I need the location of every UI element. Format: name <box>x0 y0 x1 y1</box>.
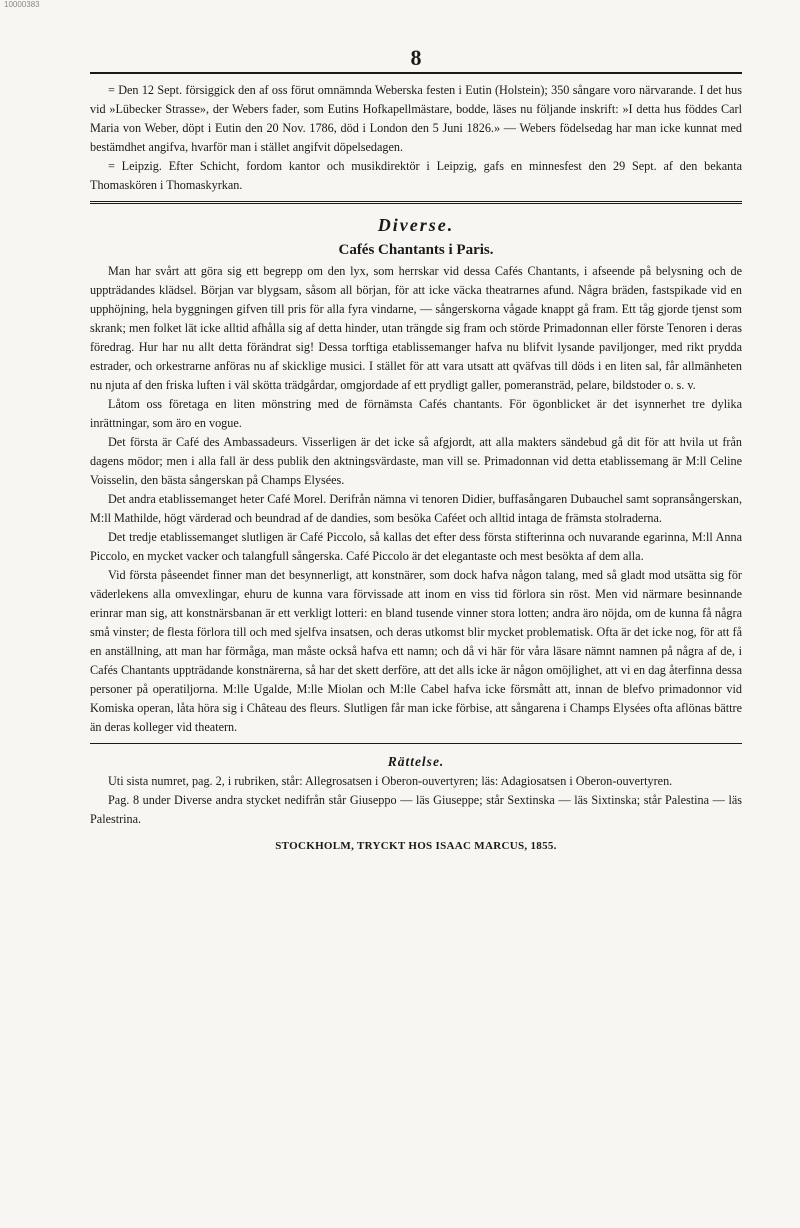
notice-text: Leipzig. Efter Schicht, fordom kantor och musikdirektör i Leipzig, gafs en minnesfest den 29 Sept. af den bekanta Thomaskören i Thomaskyrkan. <box>90 159 742 192</box>
article-paragraph: Man har svårt att göra sig ett begrepp om den lyx, som herrskar vid dessa Cafés Chantants, i afseende på belysning och de uppträdandes klädsel. Början var blygsam, såsom all början, för att icke väcka theatrarnes afund. Några bräden, fastspikade vid en upphöjning, hela byggningen gifven till pris för alla fyra vindarne, — sångerskorna vågade knappt gå fram. Ett tåg gjorde tjenst som skrank; men folket lät icke alltid afhålla sig af detta hinder, utan trängde sig fram och störde Primadonnan eller förste Tenoren i deras föredrag. Hur har nu allt detta förändrat sig! Dessa torftiga etablissemanger hafva nu blifvit lysande paviljonger, med rikt prydda estrader, och orkestrarne anföras nu af skicklige musici. I stället för att vara utsatt att qväfvas till döds i en liten sal, får allmänheten nu njuta af den friska luften i väl skötta trädgårdar, omgjordade af ett prydligt galler, pomeransträd, pelare, bildstoder o. s. v. <box>90 264 742 392</box>
notice-marker: = <box>108 83 115 97</box>
article-paragraph: Det tredje etablissemanget slutligen är Café Piccolo, så kallas det efter dess första stifterinna och nuvarande egarinna, M:ll Anna Piccolo, en mycket vacker och talangfull sångerska. Café Piccolo är det elegantaste och mest besökta af dem alla. <box>90 530 742 563</box>
article-paragraph: Det andra etablissemanget heter Café Morel. Derifrån nämna vi tenoren Didier, buffasångaren Dubauchel samt sopransångerskan, M:ll Mathilde, högt värderad och beundrad af de dandies, som besöka Caféet och alltid intaga de främsta stolraderna. <box>90 492 742 525</box>
article-paragraph: Det första är Café des Ambassadeurs. Visserligen är det icke så afgjordt, att alla makters sändebud gå dit för att hvila ut från dagens mödor; men i alla fall är dess publik den aktningsvärdaste, man vill se. Primadonnan vid detta etablissemang är M:ll Celine Voisselin, den bästa sångerskan på Champs Elysées. <box>90 435 742 487</box>
article-paragraph: Vid första påseendet finner man det besynnerligt, att konstnärer, som dock hafva någon talang, med så gladt mod utsätta sig för väderlekens alla omvexlingar, ehuru de kunna vara förvissade att inom en viss tid förlora sin röst. Men vid närmare besinnande erinrar man sig, att konstnärsbanan är ett verkligt lotteri: en bland tusende vinner stora lotten; andra äro nöjda, om de kunna få några små vinster; de flesta förlora till och med sjelfva insatsen, och deras utkomst blir mycket problematisk. Ofta är det icke nog, för att få en anställning, att man har förmåga, man måste också hafva ett namn; och då vi här för våra läsare nämnt namnen på några af de, i Cafés Chantants uppträdande konstnärerna, så har det skett derföre, att det alls icke är någon omöjlighet, att vi en dag återfinna dessa personer på operatiljorna. M:lle Ugalde, M:lle Miolan och M:lle Cabel hafva icke försmått att, innan de blefvo primadonnor vid Komiska operan, låta höra sig i Château des fleurs. Slutligen får man icke förbise, att sångarena i Champs Elysées ofta aflönas bättre än deras kolleger vid theatern. <box>90 568 742 734</box>
article-paragraph: Låtom oss företaga en liten mönstring med de förnämsta Cafés chantants. För ögonblicket är det isynnerhet tre dylika inrättningar, som äro en vogue. <box>90 397 742 430</box>
notice-marker: = <box>108 159 115 173</box>
newspaper-page <box>90 0 742 855</box>
notice-weber-festival <box>90 81 742 157</box>
correction-paragraph: Uti sista numret, pag. 2, i rubriken, står: Allegrosatsen i Oberon-ouvertyren; läs: Adagiosatsen i Oberon-ouvertyren. <box>108 774 673 788</box>
top-rule <box>90 72 742 74</box>
printer-imprint: STOCKHOLM, TRYCKT HOS ISAAC MARCUS, 1855. <box>275 840 557 852</box>
section-heading-rattelse: Rättelse. <box>387 754 445 769</box>
section-divider <box>90 743 742 744</box>
page-number: 8 <box>410 45 422 70</box>
corner-mark: 10000383 <box>4 0 40 9</box>
section-divider <box>90 201 742 204</box>
article-title: Cafés Chantants i Paris. <box>338 242 494 258</box>
section-heading-diverse: Diverse. <box>377 215 455 235</box>
notice-leipzig <box>90 157 742 195</box>
correction-paragraph: Pag. 8 under Diverse andra stycket nedifrån står Giuseppo — läs Giuseppe; står Sextinska — läs Sixtinska; står Palestina — läs Palestrina. <box>90 793 742 826</box>
notice-text: Den 12 Sept. försiggick den af oss förut omnämnda Weberska festen i Eutin (Holstein); 350 sångare voro närvarande. I det hus vid »Lübecker Strasse», der Webers fader, som Eutins Hofkapellmästare, bodde, läses nu följande inskrift: »I detta hus föddes Carl Maria von Weber, döpt i Eutin den 20 Nov. 1786, död i London den 5 Juni 1826.» — Webers födelsedag har man icke kunnat med bestämdhet angifva, hvarför man i stället angifvit döpelsedagen. <box>90 83 742 154</box>
